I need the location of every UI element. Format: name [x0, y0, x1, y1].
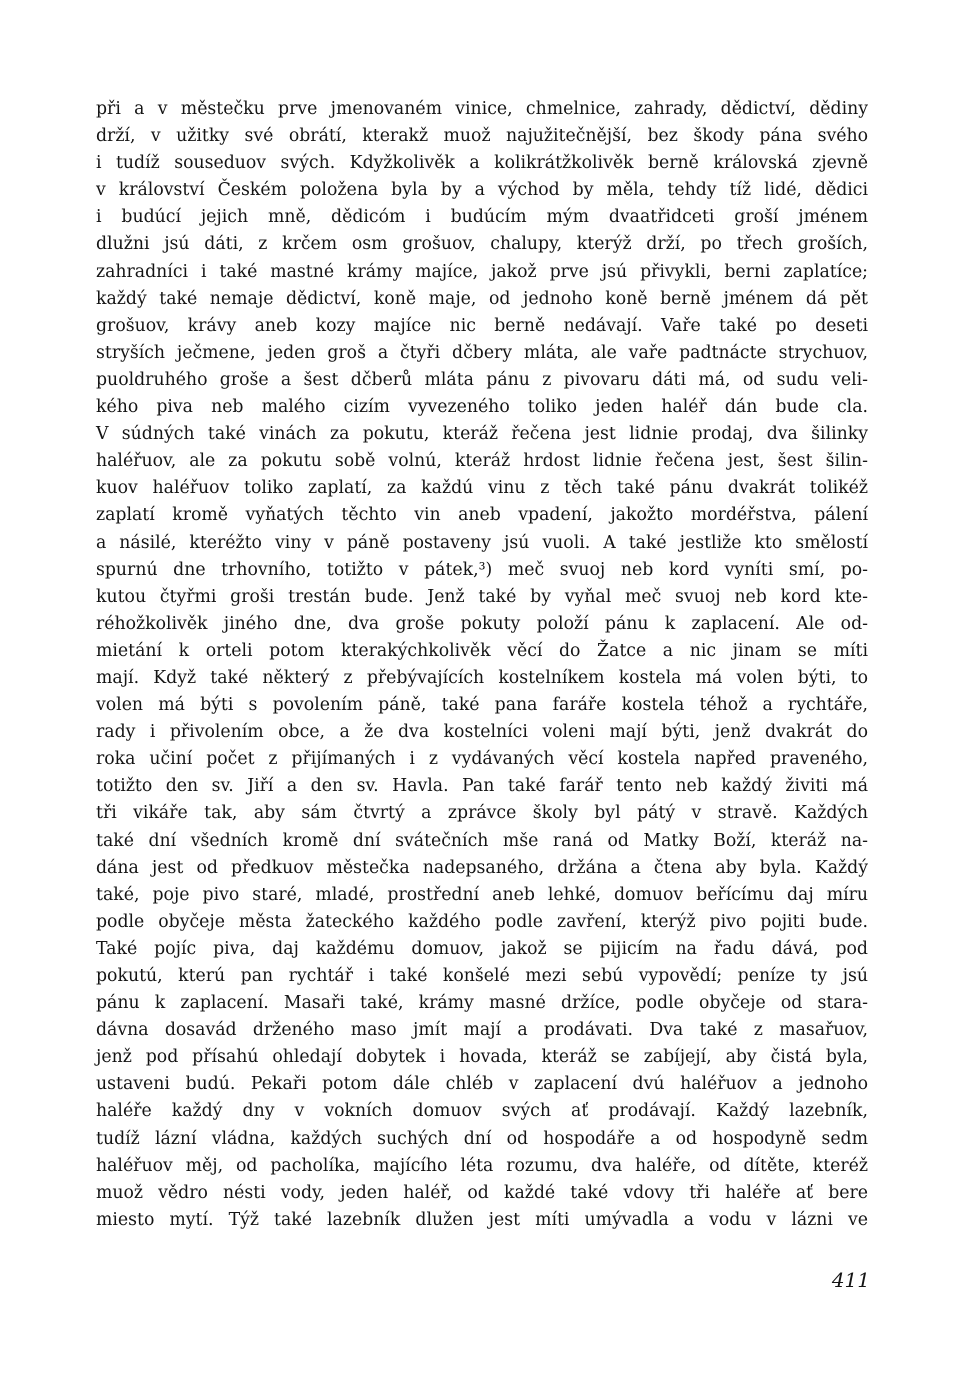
text-line: grošuov, krávy aneb kozy majíce nic berně nedávají. Vaře také po deseti: [96, 315, 868, 336]
text-line: ustaveni budú. Pekaři potom dále chléb v zaplacení dvú haléřuov a jednoho: [96, 1074, 868, 1095]
text-line: mietání k orteli potom kterakýchkolivěk věcí do Žatce a nic jinam se míti: [96, 640, 868, 661]
text-line: roka učiní počet z přijímaných i z vydávaných věcí kostela napřed praveného,: [96, 749, 868, 770]
text-line: dlužni jsú dáti, z krčem osm grošuov, chalupy, kterýž drží, po třech groších,: [96, 234, 868, 255]
text-line: drží, v užitky své obrátí, kterakž muož najužitečnější, bez škody pána svého: [96, 126, 868, 147]
text-line: totižto den sv. Jiří a den sv. Havla. Pan také farář tento neb každý živiti má: [96, 776, 868, 797]
text-line: i budúcí jejich mně, dědicóm i budúcím mým dvaatřidceti groší jménem: [96, 207, 868, 228]
text-line: muož vědro nésti vody, jeden haléř, od každé také vdovy tři haléře ať bere: [96, 1182, 868, 1203]
text-line: také, poje pivo staré, mladé, prostřední aneb lehké, domuov beřícímu daj míru: [96, 884, 868, 905]
text-line: kutou čtyřmi groši trestán bude. Jenž také by vyňal meč svuoj neb kord kte-: [96, 586, 868, 607]
text-line: mají. Když také některý z přebývajících kostelníkem kostela má volen býti, to: [96, 667, 868, 688]
text-line: haléřuov, ale za pokutu sobě volnú, kteráž hrdost lidnie řečena jest, šest šilin-: [96, 451, 868, 472]
text-line: dávna dosavád drženého maso jmít mají a prodávati. Dva také z masařuov,: [96, 1020, 868, 1041]
text-line: zaplatí kromě vyňatých těchto vin aneb vpadení, jakožto mordéřstva, pálení: [96, 505, 868, 526]
text-line: při a v městečku prve jmenovaném vinice, chmelnice, zahrady, dědictví, dědiny: [96, 99, 868, 119]
text-line: volen má býti s povolením páně, také pana faráře kostela téhož a rychtáře,: [96, 695, 868, 716]
text-line: i tudíž souseduov svých. Kdyžkolivěk a kolikrátžkolivěk berně královská zjevně: [96, 153, 868, 174]
text-line: jenž pod přísahú ohledají dobytek i hovada, kteráž se zabíjejí, aby čistá byla,: [96, 1047, 868, 1068]
text-line: rady i přivolením obce, a že dva kostelníci voleni mají býti, jenž dvakrát do: [96, 722, 868, 743]
text-line: pokutú, kterú pan rychtář i také konšelé mezi sebú vypovědí; peníze ty jsú: [96, 966, 868, 986]
text-line: spurnú dne trhovního, totižto v pátek,³) meč svuoj neb kord vyníti smí, po-: [96, 559, 868, 580]
text-line: dána jest od předkuov městečka nadepsaného, držána a čtena aby byla. Každý: [96, 857, 868, 878]
text-line: v království Českém položena byla by a východ by měla, tehdy tíž lidé, dědici: [96, 180, 868, 201]
text-line: také dní všedních kromě dní svátečních mše raná od Matky Boží, kteráž na-: [96, 830, 868, 851]
text-line: kuov haléřuov toliko zaplatí, za každú vinu z těch také pánu dvakrát tolikéž: [96, 478, 868, 499]
text-line: tudíž lázní vládna, každých suchých dní od hospodáře a od hospodyně sedm: [96, 1128, 868, 1149]
text-line: zahradníci i také mastné krámy majíce, jakož prve jsú přivykli, berni zaplatíce;: [96, 261, 868, 282]
text-line: a násilé, kteréžto viny v páně postaveny jsú vuoli. A také jestliže kto smělostí: [96, 532, 868, 553]
text-line: haléřuov měj, od pacholíka, majícího léta rozumu, dva haléře, od dítěte, kteréž: [96, 1155, 868, 1176]
text-line: stryších ječmene, jeden groš a čtyři dčbery mláta, ale vaře padtnácte strychuov,: [96, 342, 868, 363]
body-text: [96, 96, 868, 1234]
text-line: haléře každý dny v vokních domuov svých ať prodávají. Každý lazebník,: [96, 1101, 868, 1122]
text-line: Také pojíc piva, daj každému domuov, jakož se pijicím na řadu dává, pod: [96, 938, 868, 959]
text-line: každý také nemaje dědictví, koně maje, od jednoho koně berně jménem dá pět: [96, 288, 868, 309]
text-line: kého piva neb malého cizím vyvezeného toliko jeden haléř dán bude cla.: [96, 397, 868, 418]
text-line: podle obyčeje města žateckého každého podle zavření, kterýž pivo pojiti bude.: [96, 911, 868, 932]
page-number: 411: [831, 1268, 870, 1292]
text-line: tři vikáře tak, aby sám čtvrtý a zprávce školy byl pátý v stravě. Každých: [96, 803, 868, 824]
text-line: réhožkolivěk jiného dne, dva groše pokuty položí pánu k zaplacení. Ale od-: [96, 613, 868, 634]
text-line: puoldruhého groše a šest dčberů mláta pánu z pivovaru dáti má, od sudu veli-: [96, 369, 868, 390]
text-line: pánu k zaplacení. Masaři také, krámy masné držíce, podle obyčeje od stara-: [96, 993, 868, 1014]
text-line: V súdných také vinách za pokutu, kteráž řečena jest lidnie prodaj, dva šilinky: [96, 424, 868, 445]
text-line: miesto mytí. Týž také lazebník dlužen jest míti umývadla a vodu v lázni ve: [96, 1209, 868, 1230]
